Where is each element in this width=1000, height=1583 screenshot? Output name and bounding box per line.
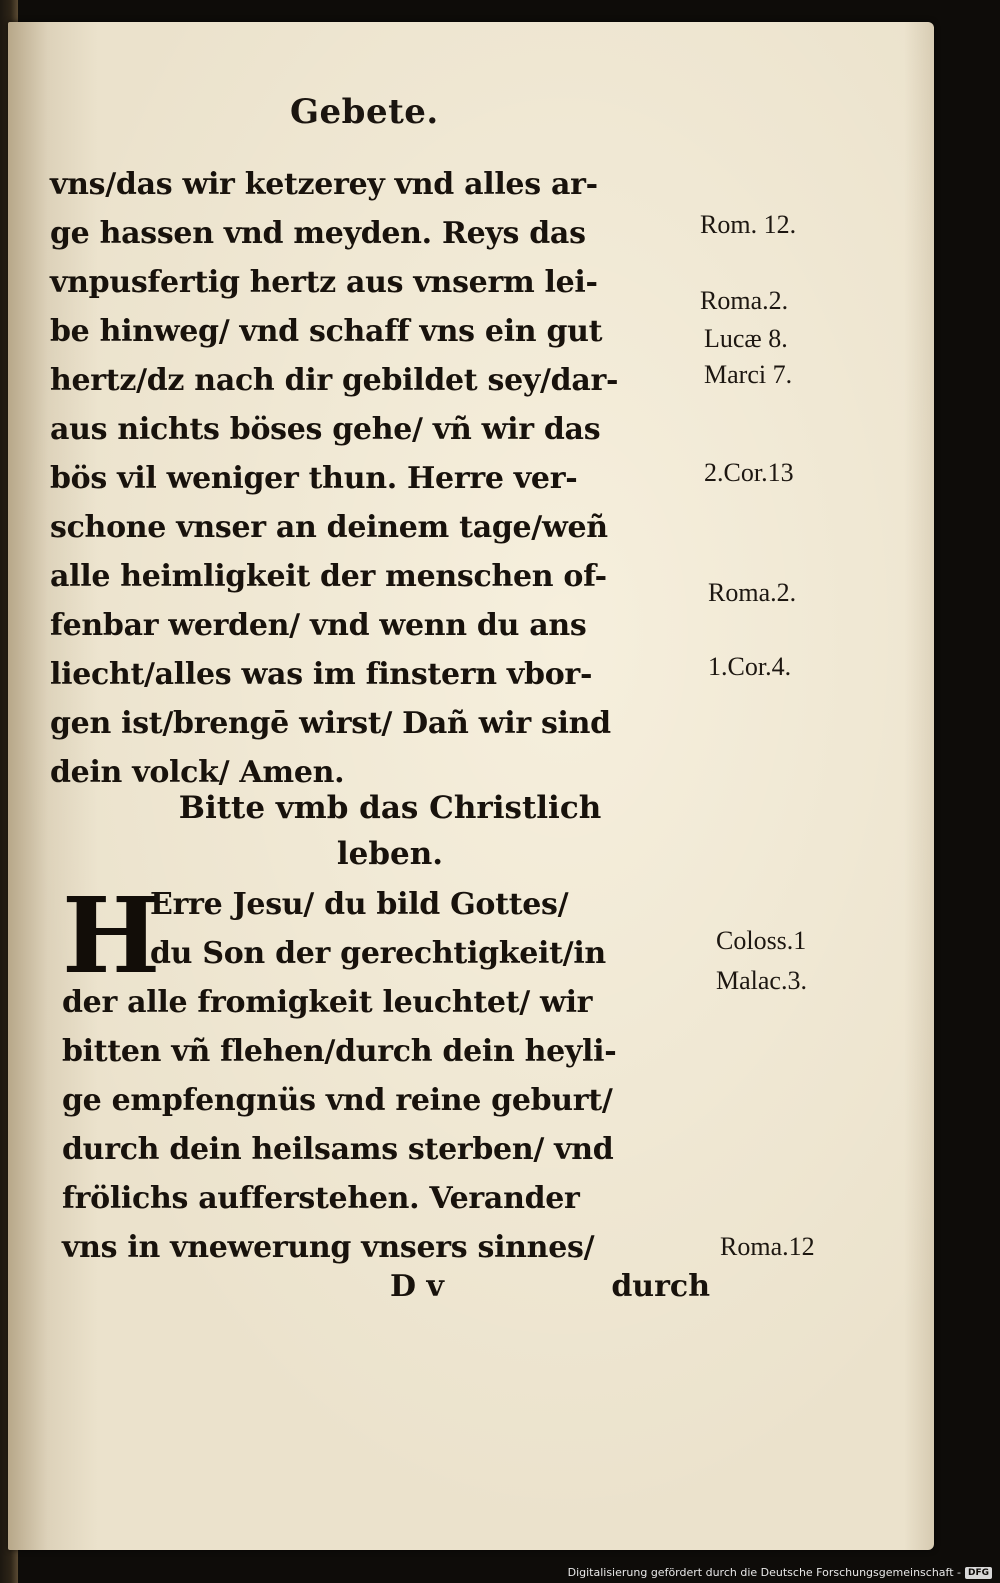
digitization-credit — [568, 1566, 992, 1579]
margin-note: Roma.2. — [708, 578, 797, 607]
text-line: fenbar werden/ vnd wenn du ans — [50, 608, 587, 643]
margin-note: Malac.3. — [716, 966, 807, 995]
catchword: durch — [611, 1269, 710, 1304]
running-head: Gebete. — [290, 92, 439, 132]
margin-note: Roma.12 — [720, 1232, 815, 1261]
text-line: Erre Jesu/ du bild Gottes/ — [150, 887, 569, 922]
margin-note: Marci 7. — [704, 360, 793, 389]
text-line: ge hassen vnd meyden. Reys das — [50, 216, 586, 251]
section-heading-line-2: leben. — [336, 836, 444, 872]
text-line: dein volck/ Amen. — [50, 755, 345, 790]
margin-note: Lucæ 8. — [704, 324, 788, 353]
margin-note: 1.Cor.4. — [708, 652, 792, 681]
text-line: hertz/dz nach dir gebildet sey/dar- — [50, 363, 619, 398]
margin-note: Rom. 12. — [700, 210, 797, 239]
text-line: aus nichts böses gehe/ vñ wir das — [50, 412, 601, 447]
credit-text: Digitalisierung gefördert durch die Deutsche Forschungsgemeinschaft - — [567, 1566, 961, 1579]
dfg-logo: DFG — [965, 1567, 992, 1579]
text-line: bös vil weniger thun. Herre ver- — [50, 461, 578, 496]
text-line: alle heimligkeit der menschen of- — [50, 559, 607, 594]
text-line: du Son der gerechtigkeit/in — [150, 936, 606, 971]
signature-catchword-line — [380, 1262, 710, 1311]
margin-note: Coloss.1 — [716, 926, 807, 955]
margin-note: Roma.2. — [700, 286, 789, 315]
text-line: ge empfengnüs vnd reine geburt/ — [62, 1083, 613, 1118]
text-line: gen ist/brengē wirst/ Dañ wir sind — [50, 706, 611, 741]
margin-note: 2.Cor.13 — [704, 458, 794, 487]
text-line: durch dein heilsams sterben/ vnd — [62, 1132, 614, 1167]
paragraph-2 — [62, 978, 722, 1272]
drop-cap-initial: H — [62, 874, 161, 997]
text-line: vns/das wir ketzerey vnd alles ar- — [50, 167, 598, 202]
text-line: be hinweg/ vnd schaff vns ein gut — [50, 314, 603, 349]
paragraph-2-indented — [150, 880, 730, 978]
text-line: vnpusfertig hertz aus vnserm lei- — [50, 265, 598, 300]
text-line: vns in vnewerung vnsers sinnes/ — [62, 1230, 595, 1265]
text-line: frölichs aufferstehen. Verander — [62, 1181, 580, 1216]
paragraph-1 — [50, 160, 710, 797]
text-line: bitten vñ flehen/durch dein heyli- — [62, 1034, 617, 1069]
text-line: schone vnser an deinem tage/weñ — [50, 510, 608, 545]
section-heading-line-1: Bitte vmb das Christlich — [178, 790, 602, 826]
text-line: der alle fromigkeit leuchtet/ wir — [62, 985, 593, 1020]
signature-mark: D v — [390, 1269, 444, 1304]
text-line: liecht/alles was im finstern vbor- — [50, 657, 593, 692]
